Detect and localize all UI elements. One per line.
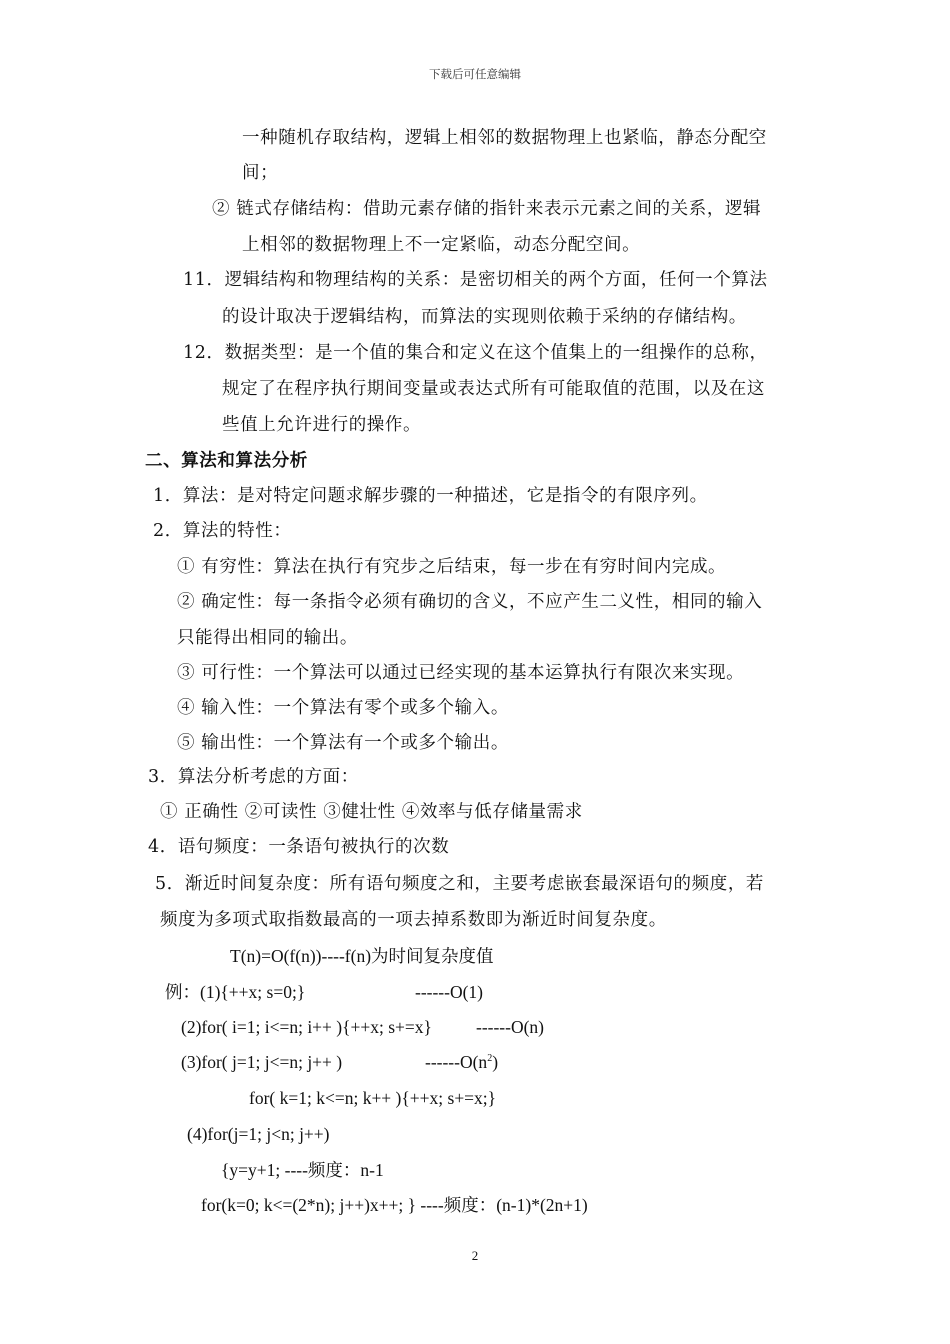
code-line: for(k=0; k<=(2*n); j++)x++; } ----频度：(n-1)*(2n+1)	[201, 1195, 588, 1215]
complexity-base: ------O(n	[425, 1052, 488, 1072]
text-line: 4．语句频度：一条语句被执行的次数	[148, 837, 450, 857]
code-line: 例：(1){++x; s=0;}	[165, 982, 306, 1002]
text-line: 12．数据类型：是一个值的集合和定义在这个值集上的一组操作的总称，	[183, 343, 768, 363]
text-line: ① 正确性 ②可读性 ③健壮性 ④效率与低存储量需求	[160, 802, 583, 822]
text-line: ⑤ 输出性：一个算法有一个或多个输出。	[177, 733, 509, 753]
text-line: 11．逻辑结构和物理结构的关系：是密切相关的两个方面，任何一个算法	[183, 270, 768, 290]
complexity-exponent: 2	[487, 1053, 493, 1065]
text-line: 5．渐近时间复杂度：所有语句频度之和，主要考虑嵌套最深语句的频度，若	[155, 874, 765, 894]
page-header: 下载后可任意编辑	[429, 67, 521, 81]
page-number: 2	[471, 1248, 479, 1263]
text-line: 3．算法分析考虑的方面：	[148, 767, 359, 787]
text-line: 只能得出相同的输出。	[177, 628, 358, 648]
text-line: ④ 输入性：一个算法有零个或多个输入。	[177, 698, 509, 718]
section-heading: 二、算法和算法分析	[145, 451, 308, 471]
code-complexity	[425, 1051, 498, 1073]
text-line: 间；	[242, 163, 279, 183]
text-line: 2．算法的特性：	[153, 521, 292, 541]
text-line: 1．算法：是对特定问题求解步骤的一种描述，它是指令的有限序列。	[153, 486, 708, 506]
text-line: ② 确定性：每一条指令必须有确切的含义，不应产生二义性，相同的输入	[177, 592, 763, 612]
code-complexity: ------O(1)	[415, 982, 484, 1002]
code-complexity: ------O(n)	[476, 1017, 545, 1037]
code-line: for( k=1; k<=n; k++ ){++x; s+=x;}	[249, 1088, 497, 1108]
code-line: (2)for( i=1; i<=n; i++ ){++x; s+=x}	[181, 1017, 432, 1037]
text-line: 频度为多项式取指数最高的一项去掉系数即为渐近时间复杂度。	[160, 910, 667, 930]
text-line: 些值上允许进行的操作。	[222, 415, 422, 435]
text-line: 的设计取决于逻辑结构，而算法的实现则依赖于采纳的存储结构。	[222, 307, 747, 327]
text-line: 规定了在程序执行期间变量或表达式所有可能取值的范围，以及在这	[222, 379, 765, 399]
text-line: 一种随机存取结构，逻辑上相邻的数据物理上也紧临，静态分配空	[242, 128, 767, 148]
text-line: 上相邻的数据物理上不一定紧临，动态分配空间。	[242, 235, 641, 255]
code-line: (3)for( j=1; j<=n; j++ )	[181, 1052, 343, 1072]
code-line: {y=y+1; ----频度：n-1	[221, 1160, 384, 1180]
complexity-close: )	[492, 1052, 499, 1072]
text-line: ① 有穷性：算法在执行有究步之后结束，每一步在有穷时间内完成。	[177, 557, 727, 577]
formula-line: T(n)=O(f(n))----f(n)为时间复杂度值	[230, 946, 494, 966]
text-line: ② 链式存储结构：借助元素存储的指针来表示元素之间的关系，逻辑	[212, 199, 762, 219]
code-line: (4)for(j=1; j<n; j++)	[187, 1124, 330, 1144]
text-line: ③ 可行性：一个算法可以通过已经实现的基本运算执行有限次来实现。	[177, 663, 745, 683]
